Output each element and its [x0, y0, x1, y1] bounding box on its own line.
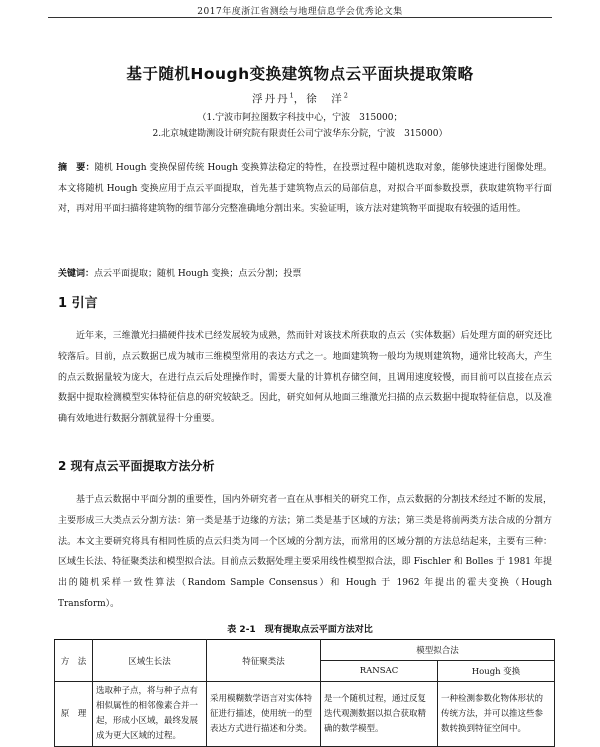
abstract: [58, 158, 552, 220]
section-heading: 1 引言: [58, 296, 98, 311]
table-header-cell: RANSAC: [321, 661, 438, 682]
header-rule: [48, 17, 552, 18]
author-affiliation-mark: 1: [289, 91, 294, 100]
abstract-text: 随机 Hough 变换保留传统 Hough 变换算法稳定的特性，在投票过程中随机选取对象，能够快速进行图像处理。本文将随机 Hough 变换应用于点云平面提取，首先基于建筑物点云的局部信息，对拟合平面参数投票，获取建筑物平行面对，再对用平面扫描将建筑物的细节部分完整准确地分割出来。实验证明，该方法对建筑物平面提取有较强的适用性。: [58, 163, 552, 214]
running-header: 2017年度浙江省测绘与地理信息学会优秀论文集: [197, 7, 403, 17]
table-cell: 采用模糊数学语言对实体特征进行描述，使用统一的型表达方式进行描述和分类。: [207, 682, 321, 747]
table-caption: 表 2-1 现有提取点云平面方法对比: [227, 625, 373, 635]
table-header-cell: 特征聚类法: [207, 640, 321, 682]
table-header-cell: 模型拟合法: [321, 640, 555, 661]
keywords-label: 关键词：: [58, 269, 95, 279]
table-cell: 选取种子点，将与种子点有相似属性的相邻像素合并一起，形成小区域，最终发展成为更大区域的过程。: [93, 682, 207, 747]
author-name: 浮丹丹: [252, 93, 290, 105]
table-cell: 是一个随机过程，通过反复迭代观测数据以拟合获取精确的数学模型。: [321, 682, 438, 747]
abstract-label: 摘 要：: [58, 163, 95, 173]
table-header-cell: 区域生长法: [93, 640, 207, 682]
affiliation: 2.北京城建勘测设计研究院有限责任公司宁波华东分院，宁波 315000）: [152, 129, 448, 139]
author-affiliation-mark: 2: [343, 91, 348, 100]
table-row: [55, 682, 555, 747]
table-cell: 一种检测参数化物体形状的传统方法，并可以推这些参数转换到特征空间中。: [438, 682, 555, 747]
author-line: 浮丹丹$^1$，徐 洋$^2$: [252, 91, 348, 105]
author-name: 徐 洋: [306, 93, 344, 105]
section-heading: 2 现有点云平面提取方法分析: [58, 459, 215, 473]
section-paragraph: 基于点云数据中平面分割的重要性，国内外研究者一直在从事相关的研究工作，点云数据的分割技术经过不断的发展，主要形成三大类点云分割方法：第一类是基于边缘的方法；第二类是基于区域的方法；第三类是将前两类方法合成的分割方法。本文主要研究将具有相同性质的点云归类为同一个区域的分割方法，而常用的区域分割的方法总结起来，主要有三种：区域生长法、特征聚类法和模型拟合法。目前点云数据处理主要采用线性模型拟合法，即 Fischler 和 Bolles 于 1981 年提出的随机采样一致性算法（Random Sample Consensus）和 Hough 于 1962 年提出的霍夫变换（Hough Transform）。: [58, 495, 552, 609]
table-header-cell: Hough 变换: [438, 661, 555, 682]
table-cell: 原 理: [55, 682, 93, 747]
table-header-cell: 方 法: [55, 640, 93, 682]
keywords: [58, 266, 552, 279]
methods-comparison-table: [54, 639, 555, 747]
paper-title: 基于随机Hough变换建筑物点云平面块提取策略: [126, 65, 474, 83]
keywords-text: 点云平面提取；随机 Hough 变换；点云分割；投票: [94, 269, 302, 279]
section-paragraph: 近年来，三维激光扫描硬件技术已经发展较为成熟，然而针对该技术所获取的点云（实体数据）后处理方面的研究还比较落后。目前，点云数据已成为城市三维模型常用的表达方式之一。地面建筑物一般均为规则建筑物，通常比较高大，产生的点云数据量较为庞大，在进行点云后处理操作时，需要大量的计算机存储空间，且调用速度较慢，而目前可以直接在点云数据中提取检测模型实体特征信息的研究较缺乏。因此，研究如何从地面三维激光扫描的点云数据中提取特征信息，以及准确有效地进行数据分割就显得十分重要。: [58, 331, 552, 425]
affiliation: （1.宁波市阿拉图数字科技中心，宁波 315000；: [197, 113, 403, 123]
